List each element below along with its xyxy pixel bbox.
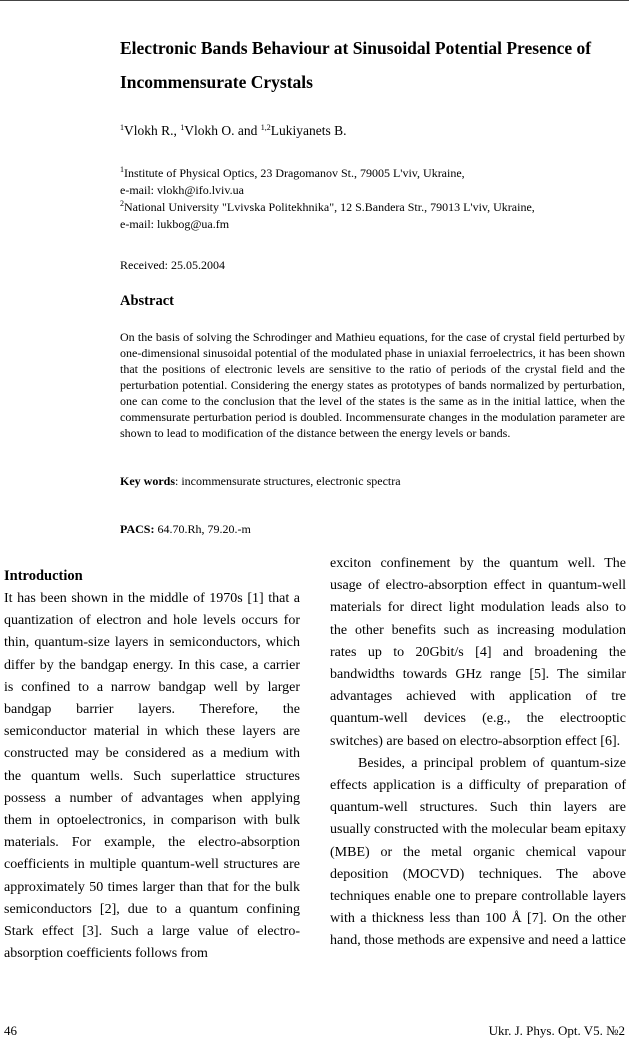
right-paragraph-2: Besides, a principal problem of quantum-size effects application is a difficulty of preparation of quantum-well structures. Such thin layers are usually constructed with the molecular beam epitaxy (MBE) or the metal organic chemical vapour deposition (MOCVD) techniques. The above techniques enable one to prepare controllable layers with a thickness less than 100 Å [7]. On the other hand, those methods are expensive and need a lattice [330,755,626,949]
right-column [330,553,626,953]
abstract-text: On the basis of solving the Schrodinger and Mathieu equations, for the case of crystal field perturbed by one-dimensional sinusoidal potential of the modulated phase in uniaxial ferroelectrics, it has been shown that the positions of electronic levels are sensitive to the ratio of periods of the crystal field and the perturbation potential. Considering the energy states as prototypes of bands normalized by perturbation, one can come to the conclusion that the level of the states is the same as in the initial lattice, when the commensurate perturbation period is doubled. Incommensurate changes in the modulation parameter are shown to lead to modification of the distance between the energy levels or bands. [120,330,625,440]
right-paragraph-1: exciton confinement by the quantum well. The usage of electro-absorption effect in quantum-well materials for direct light modulation leads also to the other benefits such as increasing modulation rates up to 20Gbit/s [4] and broadening the bandwidths towards GHz range [5]. The similar advantages achieved with application of tre quantum-well devices (e.g., the electrooptic switches) are based on electro-absorption effect [6]. [330,556,626,749]
affiliation-2-email: e-mail: lukbog@ua.fm [120,217,230,231]
author-3-sup: 1,2 [260,123,271,132]
left-column [4,565,300,965]
affiliation-1-email: e-mail: vlokh@ifo.lviv.ua [120,183,244,197]
author-1-sup: 1 [120,123,124,132]
affiliation-2: $^2$National University "Lvivska Politekhnika", 12 S.Bandera Str., 79013 L'viv, Ukraine, [120,199,535,214]
author-1-name: Vlokh R., [124,123,177,138]
author-3-name: Lukiyanets B. [270,123,347,138]
paper-title: Electronic Bands Behaviour at Sinusoidal Potential Presence of Incommensurate Crystals [120,38,592,92]
keywords-text: : incommensurate structures, electronic spectra [175,474,401,488]
author-2-name: Vlokh O. and [184,123,258,138]
page-footer [0,1021,629,1041]
pacs [120,521,251,537]
intro-paragraph-1: It has been shown in the middle of 1970s [1] that a quantization of electron and hole levels occurs for thin, quantum-size layers in semiconductors, which differ by the bandgap energy. In this case, a carrier is confined to a narrow bandgap well by larger bandgap barrier layers. Therefore, the semiconductor material in which these layers are constructed may be considered as a medium with the quantum wells. Such superlattice structures possess a number of advantages when applying them in optoelectronics, in comparison with bulk materials. For example, the electro-absorption coefficients in multiple quantum-well structures are approximately 50 times larger than that for the bulk semiconductors [2], due to a quantum confining Stark effect [3]. Such a large value of electro-absorption coefficients follows from [4,591,300,962]
author-2-sup: 1 [180,123,185,132]
journal-reference: Ukr. J. Phys. Opt. V5. №2 [488,1023,625,1038]
affiliations [120,165,625,233]
keywords-label: Key words [120,474,175,488]
introduction-heading: Introduction [4,568,83,584]
keywords [120,473,401,489]
page-number: 46 [4,1023,17,1038]
received-date: Received: 25.05.2004 [120,258,225,272]
pacs-label: PACS: [120,522,155,536]
abstract-heading: Abstract [120,293,174,309]
affiliation-1: $^1$Institute of Physical Optics, 23 Dragomanov St., 79005 L'viv, Ukraine, [120,165,465,180]
author-list [120,122,347,140]
pacs-text: 64.70.Rh, 79.20.-m [154,522,251,536]
top-rule [0,0,629,1]
